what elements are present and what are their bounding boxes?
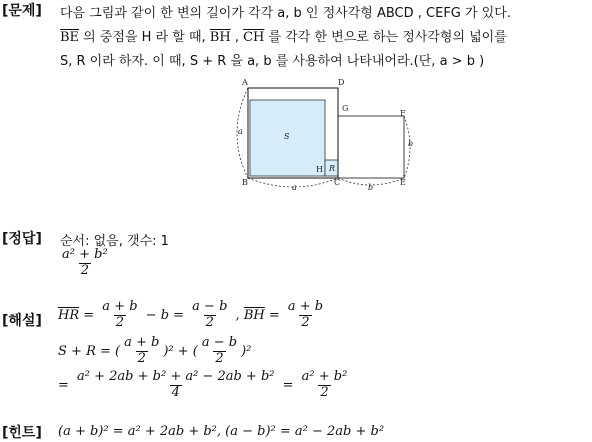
label-c-vertex: C: [334, 178, 341, 187]
label-a-side: a: [238, 127, 243, 136]
frac-num: a + b: [102, 299, 138, 314]
problem-line-2-text-b: ,: [230, 30, 244, 45]
label-h-point: H: [316, 165, 323, 174]
label-s-area: S: [284, 132, 290, 141]
hint-tag: [힌트]: [2, 425, 42, 441]
frac-num: a² + b²: [301, 369, 348, 384]
frac-den: 2: [137, 350, 146, 366]
explanation-line-1: $\overline{HR}$ = $\frac{a + b}{2}$ − b = $\frac{a - b}{2}$ , $\overline{BH}$ = $\frac{a + b}{2}$: [58, 299, 324, 330]
explanation-tag: [해설]: [2, 313, 42, 329]
operator-text: − b =: [141, 307, 189, 323]
problem-tag: [문제]: [2, 3, 42, 19]
segment-hr: $\overline{HR}$: [58, 307, 80, 323]
label-b-vertex: B: [242, 178, 248, 187]
label-f-vertex: F: [400, 109, 406, 118]
frac-num: a − b: [201, 335, 238, 350]
label-b-side: b: [408, 139, 414, 148]
explanation-line-2: [58, 336, 251, 367]
label-a-vertex: A: [242, 78, 248, 87]
explanation-line-3: = $\frac{\text{a² + 2ab + b² + a² − 2ab + b²}}{4}$ = $\frac{\text{a² + b²}}{2}$: [58, 369, 348, 400]
problem-line-2-text-a: 의 중점을 H 라 할 때,: [79, 30, 210, 45]
answer-tag: [정답]: [2, 231, 42, 247]
segment-bh-2: $\overline{BH}$: [243, 307, 265, 323]
label-a-base: a: [292, 183, 297, 192]
frac-num: a + b: [124, 335, 160, 350]
geometry-figure: [232, 74, 422, 192]
operator-text: )²: [241, 343, 252, 359]
problem-line-3: S, R 이라 하자. 이 때, S + R 을 a, b 를 사용하여 나타내어라.(단, a > b ): [60, 54, 485, 69]
square-cefg: [338, 116, 404, 178]
frac-den: 2: [115, 314, 125, 330]
hint-text: (a + b)² = a² + 2ab + b², (a − b)² = a² − 2ab + b²: [58, 424, 385, 439]
frac-den: 2: [215, 350, 224, 366]
frac-den: 2: [320, 384, 329, 400]
frac-num: a² + 2ab + b² + a² − 2ab + b²: [77, 369, 275, 384]
label-b-base: b: [368, 183, 374, 192]
answer-line: 순서: 없음, 갯수: 1: [60, 234, 169, 249]
segment-be: $\overline{BE}$: [60, 30, 80, 45]
label-e-vertex: E: [400, 178, 406, 187]
frac-den: 2: [301, 314, 310, 330]
segment-ch: $\overline{CH}$: [243, 30, 265, 45]
frac-den: 4: [171, 384, 180, 400]
frac-den: 2: [205, 314, 214, 330]
answer-fraction: [58, 248, 112, 279]
label-g-vertex: G: [342, 104, 349, 113]
segment-bh: $\overline{BH}$: [209, 30, 231, 45]
answer-numerator: a² + b²: [62, 247, 108, 262]
problem-line-2: [60, 26, 507, 45]
answer-denominator: 2: [80, 262, 89, 278]
frac-num: a + b: [287, 299, 324, 314]
problem-line-2-text-c: 를 각각 한 변으로 하는 정사각형의 넓이를: [264, 30, 507, 45]
problem-line-1: 다음 그림과 같이 한 변의 길이가 각각 a, b 인 정사각형 ABCD , CEFG 가 있다.: [60, 6, 511, 21]
label-d-vertex: D: [338, 78, 345, 87]
lhs-text: S + R = (: [58, 343, 121, 359]
operator-text: )² + (: [163, 343, 198, 359]
label-r-area: R: [329, 164, 336, 173]
frac-num: a − b: [192, 299, 228, 314]
